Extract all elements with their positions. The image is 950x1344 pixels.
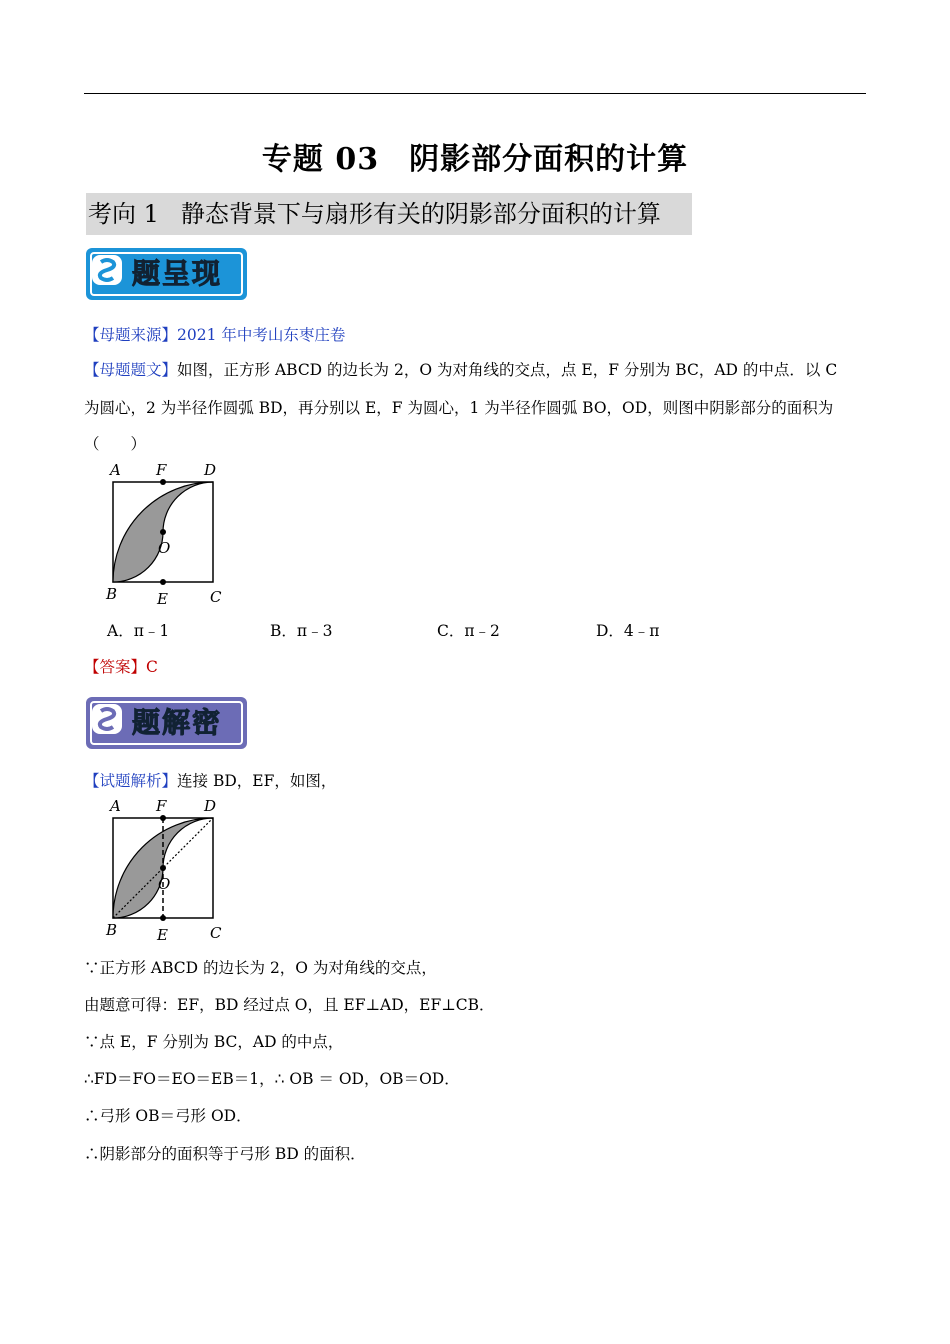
point-o: [160, 865, 166, 871]
label-a: A: [110, 461, 121, 479]
label-f: F: [156, 461, 167, 479]
source-line: [84, 325, 345, 345]
option-d[interactable]: D．4﹣π: [596, 622, 660, 640]
problem-text-1: 如图，正方形 ABCD 的边长为 2，O 为对角线的交点，点 E，F 分别为 BC，AD 的中点．以 C: [177, 361, 838, 379]
problem-line-1: [84, 360, 837, 380]
solution-line-2: 由题意可得：EF，BD 经过点 O，且 EF⊥AD，EF⊥CB．: [84, 996, 495, 1014]
label-b: B: [106, 585, 118, 603]
solution-line-4: ∴FD＝FO＝EO＝EB＝1，∴ OB ＝ OD，OB＝OD．: [84, 1070, 460, 1088]
label-d: D: [204, 461, 217, 479]
option-b[interactable]: B．π﹣3: [270, 622, 333, 640]
label-b: B: [106, 921, 118, 939]
title-number: 专题 03: [261, 142, 380, 177]
problem-line-2: 为圆心，2 为半径作圆弧 BD，再分别以 E，F 为圆心，1 为半径作圆弧 BO，OD，则图中阴影部分的面积为: [84, 399, 834, 417]
label-d: D: [204, 797, 217, 815]
problem-line-3: （ ）: [84, 435, 147, 453]
badge-logo-icon: [92, 255, 122, 285]
top-rule: [84, 93, 866, 94]
solution-line-5: ∴弓形 OB＝弓形 OD．: [84, 1107, 252, 1125]
option-c[interactable]: C．π﹣2: [437, 622, 500, 640]
option-a[interactable]: A．π﹣1: [107, 622, 170, 640]
label-a: A: [110, 797, 121, 815]
solution-figure: [100, 794, 230, 946]
answer-value: C: [146, 658, 158, 676]
problem-tag: 【母题题文】: [84, 361, 178, 379]
badge-logo-icon: [92, 704, 122, 734]
point-f: [160, 815, 166, 821]
section-label: 考向 1: [88, 200, 159, 228]
solution-intro: [84, 771, 336, 791]
answer-tag: 【答案】: [84, 658, 147, 676]
label-c: C: [210, 924, 222, 942]
label-o: O: [158, 875, 171, 893]
point-f: [160, 479, 166, 485]
badge-text: 题解密: [132, 706, 223, 739]
solution-line-1: ∵正方形 ABCD 的边长为 2，O 为对角线的交点，: [84, 959, 437, 977]
answer-line: [84, 657, 158, 677]
problem-figure: [100, 458, 230, 610]
badge-text: 题呈现: [132, 257, 223, 290]
source-tag: 【母题来源】: [84, 326, 178, 344]
label-e: E: [157, 926, 168, 944]
solution-line-6: ∴阴影部分的面积等于弓形 BD 的面积．: [84, 1145, 366, 1163]
point-e: [160, 915, 166, 921]
label-f: F: [156, 797, 167, 815]
section-text: 静态背景下与扇形有关的阴影部分面积的计算: [180, 200, 661, 228]
source-text: 2021 年中考山东枣庄卷: [177, 326, 346, 344]
label-c: C: [210, 588, 222, 606]
point-e: [160, 579, 166, 585]
title-topic: 阴影部分面积的计算: [409, 142, 689, 177]
solution-intro-text: 连接 BD，EF，如图，: [177, 772, 337, 790]
page-title: [0, 134, 950, 178]
section-heading: [86, 193, 692, 235]
options-row: [107, 621, 659, 641]
point-o: [160, 529, 166, 535]
label-o: O: [158, 539, 171, 557]
solution-line-3: ∵点 E，F 分别为 BC，AD 的中点，: [84, 1033, 344, 1051]
solution-tag: 【试题解析】: [84, 772, 178, 790]
label-e: E: [157, 590, 168, 608]
badge-problem-solve: [86, 697, 247, 749]
badge-problem-present: [86, 248, 247, 300]
